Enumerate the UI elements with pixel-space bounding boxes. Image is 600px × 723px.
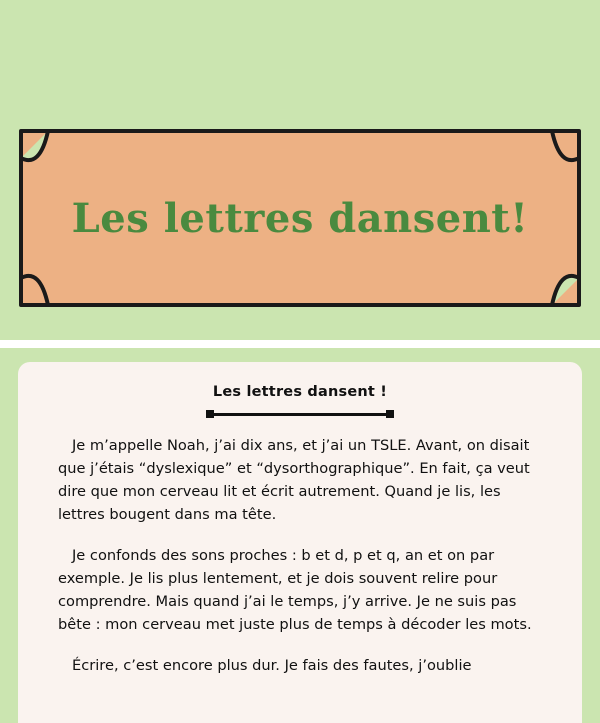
hero-band: [0, 0, 600, 340]
divider-right-cap-icon: [386, 410, 394, 418]
hero-title: Les lettres dansent!: [71, 194, 529, 242]
divider-line: [212, 413, 388, 416]
title-divider: [206, 408, 394, 420]
article-paragraph: Écrire, c’est encore plus dur. Je fais des fautes, j’oublie: [72, 657, 472, 674]
article-sheet: [18, 362, 582, 723]
article-title: Les lettres dansent !: [212, 384, 388, 400]
hero-plaque: [18, 128, 582, 308]
article-paragraph: Je confonds des sons proches : b et d, p et q, an et on par exemple. Je lis plus lentement, et je dois souvent relire pour comprendre. Mais quand j’ai le temps, j’y arrive. Je ne suis pas bête : mon cerveau met juste plus de temps à décoder les mots.: [58, 547, 532, 633]
body-area: [0, 348, 600, 723]
article-paragraph: Je m’appelle Noah, j’ai dix ans, et j’ai un TSLE. Avant, on disait que j’étais “dyslexique” et “dysorthographique”. En fait, ça veut dire que mon cerveau lit et écrit autrement. Quand je lis, les lettres bougent dans ma tête.: [58, 437, 530, 523]
band-separator: [0, 340, 600, 348]
